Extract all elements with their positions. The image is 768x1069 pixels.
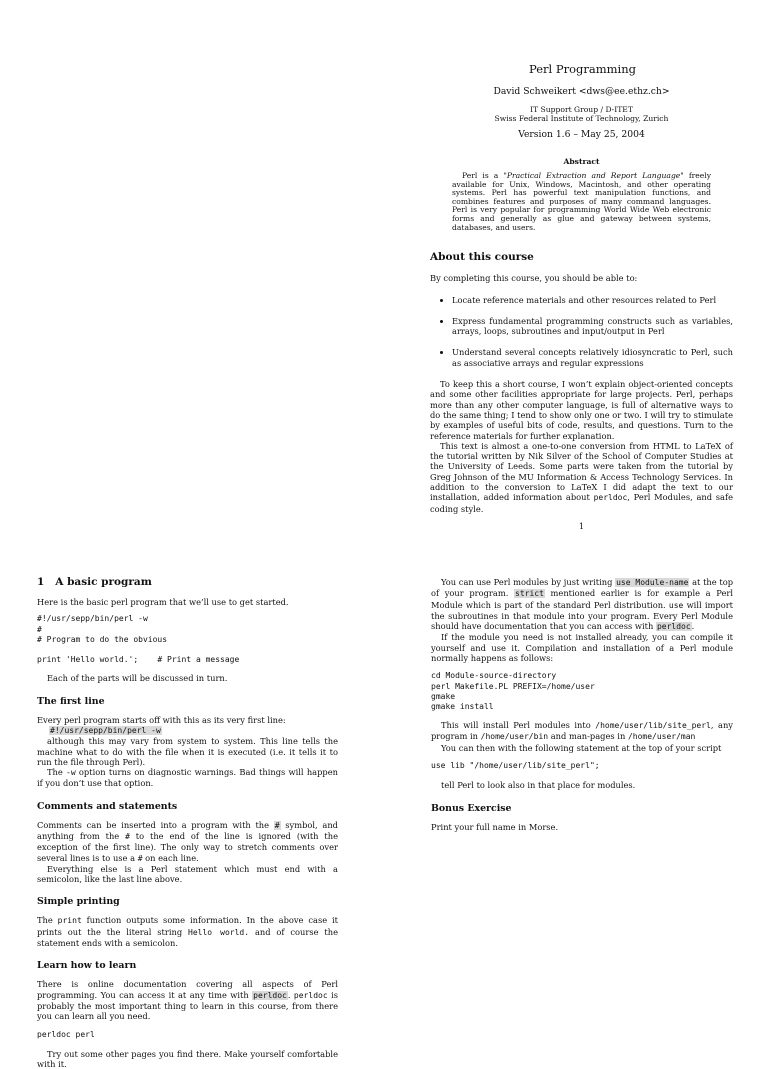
section-heading: [37, 576, 338, 589]
doc-version: Version 1.6 – May 25, 2004: [518, 129, 645, 141]
left-page: [37, 576, 338, 1069]
about-para-1: To keep this a short course, I won’t explain object-oriented concepts and some other facilities appropriate for large projects. Perl, perhaps more than any other computer language, is full of alternative ways to do the same thing; I tend to show only one or two. I will try to stimulate by examples of useful bits of code, results, and questions. Turn to the reference materials for further explanation.: [430, 379, 733, 441]
first-line-explain: although this may vary from system to system. This line tells the machine what to do with the file when it is executed (i.e. it tells it to run the file through Perl).: [37, 736, 338, 767]
print-code: print: [57, 916, 82, 926]
try-more-text: Try out some other pages you find there. Make yourself comfortable with it.: [37, 1048, 338, 1069]
install-path-2: /home/user/bin: [480, 732, 549, 742]
install-path-1: /home/user/lib/site_perl: [595, 721, 711, 731]
use-lib-code: use lib "/home/user/lib/site_perl";: [431, 761, 600, 771]
learn-pre: There is online documentation covering all aspects of Perl programming. You can access it at any time with: [37, 979, 338, 1000]
strict-code: strict: [515, 589, 544, 599]
perldoc-post: .: [691, 621, 695, 632]
use-post: will import the subroutines in that module into your program. Every Perl Module should have documentation that you can access with: [431, 599, 734, 632]
first-line-heading: The first line: [37, 695, 105, 707]
w-option-post: option turns on diagnostic warnings. Bad things will happen if you don’t use that option.: [37, 767, 338, 789]
learn-mid: .: [287, 989, 294, 1000]
printing-text: [37, 915, 338, 948]
comments-text: [37, 820, 338, 864]
printing-mid: function outputs some information. In the above case it prints out the the literal string: [37, 915, 338, 937]
w-option-text: [37, 767, 338, 789]
para2-pre: This text is almost a one-to-one conversion from HTML to LaTeX of the tutorial written by Nik Silver of the School of Computer Studies at the University of Leeds. Some parts were taken from the tutorial by Greg Johnson of the MU Information & Access Technology Services. In addition to the conversion to LaTeX I did adapt the text to our installation, added information about: [430, 440, 733, 503]
abstract-post: freely available for Unix, Windows, Macintosh, and other operating systems. Perl has powerful text manipulation functions, and combines features and purposes of many command languages. Perl is very popular for programming World Wide Web electronic forms and generally as glue and gateway between systems, databases, and users.: [452, 171, 712, 232]
about-heading: About this course: [430, 251, 534, 264]
hash-code: #: [274, 820, 280, 830]
abstract-text: [452, 172, 711, 232]
install-pre: This will install Perl modules into: [441, 720, 596, 731]
perldoc-command: perldoc perl: [37, 1029, 95, 1039]
printing-post: and of course the statement ends with a semicolon.: [37, 926, 338, 949]
learn-heading: Learn how to learn: [37, 960, 137, 972]
objectives-list: [430, 295, 733, 368]
about-intro: By completing this course, you should be able to:: [430, 273, 638, 284]
list-item: • Understand several concepts relatively idiosyncratic to Perl, such as associative arrays and regular expressions: [452, 347, 733, 368]
bonus-heading: Bonus Exercise: [431, 802, 512, 814]
modules-post: at the top of your program.: [431, 577, 734, 599]
comments-mid2: to the end of the line is ignored (with the exception of the first line). The only way to stretch comments over several lines is to use a: [37, 830, 338, 863]
doc-affiliation-2: Swiss Federal Institute of Technology, Zurich: [494, 113, 669, 123]
section-title: A basic program: [55, 576, 152, 588]
list-item: • Locate reference materials and other resources related to Perl: [452, 295, 733, 305]
page-number: 1: [578, 520, 585, 531]
strict-mid: mentioned earlier is for example a Perl Module which is part of the standard Perl distribution.: [431, 588, 733, 610]
first-line-text: Every perl program starts off with this as its very first line:: [37, 714, 286, 725]
first-line-code: [37, 725, 338, 736]
use-code: use: [668, 600, 684, 610]
right-page: [431, 577, 733, 832]
comments-post: on each line.: [142, 852, 199, 863]
hello-code: Hello world.: [188, 927, 250, 937]
about-para-2: [430, 441, 733, 514]
hash-code-3: #: [137, 853, 143, 863]
comments-heading: Comments and statements: [37, 800, 178, 812]
abstract-heading: Abstract: [563, 156, 600, 166]
tell-text: tell Perl to look also in that place for modules.: [441, 780, 636, 791]
install-code-block: cd Module-source-directory perl Makefile.PL PREFIX=/home/user gmake gmake install: [431, 671, 595, 711]
hash-code-2: #: [125, 831, 130, 841]
doc-title: Perl Programming: [529, 62, 636, 76]
statements-text: Everything else is a Perl statement which must end with a semicolon, like the last line above.: [37, 863, 338, 885]
install-text: [431, 720, 733, 743]
learn-post: is probably the most important thing to learn in this course, from there you can learn all you need.: [37, 989, 338, 1022]
shebang-code: #!/usr/sepp/bin/perl -w: [50, 725, 161, 735]
abstract-pre: Perl is a: [462, 171, 504, 181]
hello-code-block: #!/usr/sepp/bin/perl -w # # Program to do the obvious print 'Hello world.'; # Print a message: [37, 614, 240, 665]
para2-post: , Perl Modules, and safe coding style.: [430, 492, 733, 514]
learn-text: [37, 979, 338, 1021]
install-path-3: /home/user/man: [627, 732, 696, 742]
section-number: 1: [37, 576, 45, 588]
w-option-code: -w: [66, 768, 76, 778]
perldoc-code-2: perldoc: [293, 990, 328, 1000]
comments-pre: Comments can be inserted into a program with the: [37, 819, 274, 830]
title-page: [430, 62, 733, 531]
comments-mid: symbol, and anything from the: [37, 819, 338, 841]
bonus-text: Print your full name in Morse.: [431, 821, 559, 832]
section-intro: Here is the basic perl program that we’ll use to get started.: [37, 597, 289, 607]
printing-heading: Simple printing: [37, 896, 120, 908]
then-text: You can then with the following statement at the top of your script: [441, 742, 722, 753]
modules-text: [431, 577, 733, 632]
doc-affiliation-1: IT Support Group / D-ITET: [530, 105, 633, 115]
use-module-code: use Module-name: [616, 578, 689, 587]
doc-author: David Schweikert <dws@ee.ethz.ch>: [493, 86, 670, 97]
para2-code: perldoc: [593, 493, 628, 503]
discuss-text: Each of the parts will be discussed in turn.: [47, 673, 228, 684]
w-option-pre: The: [47, 767, 67, 778]
install-mid: , any program in: [431, 720, 733, 742]
not-installed-text: If the module you need is not installed already, you can compile it yourself and use it. Compilation and installation of a Perl module normally happens as follows:: [431, 632, 733, 664]
printing-pre: The: [37, 915, 58, 926]
perldoc-code: perldoc: [253, 990, 287, 1000]
modules-pre: You can use Perl modules by just writing: [441, 577, 616, 587]
list-item: • Express fundamental programming constructs such as variables, arrays, loops, subroutines and input/output in Perl: [452, 316, 733, 337]
abstract-emphasis: "Practical Extraction and Report Language": [503, 171, 684, 181]
perldoc-code-3: perldoc: [656, 622, 691, 632]
install-mid2: and man-pages in: [548, 731, 628, 742]
